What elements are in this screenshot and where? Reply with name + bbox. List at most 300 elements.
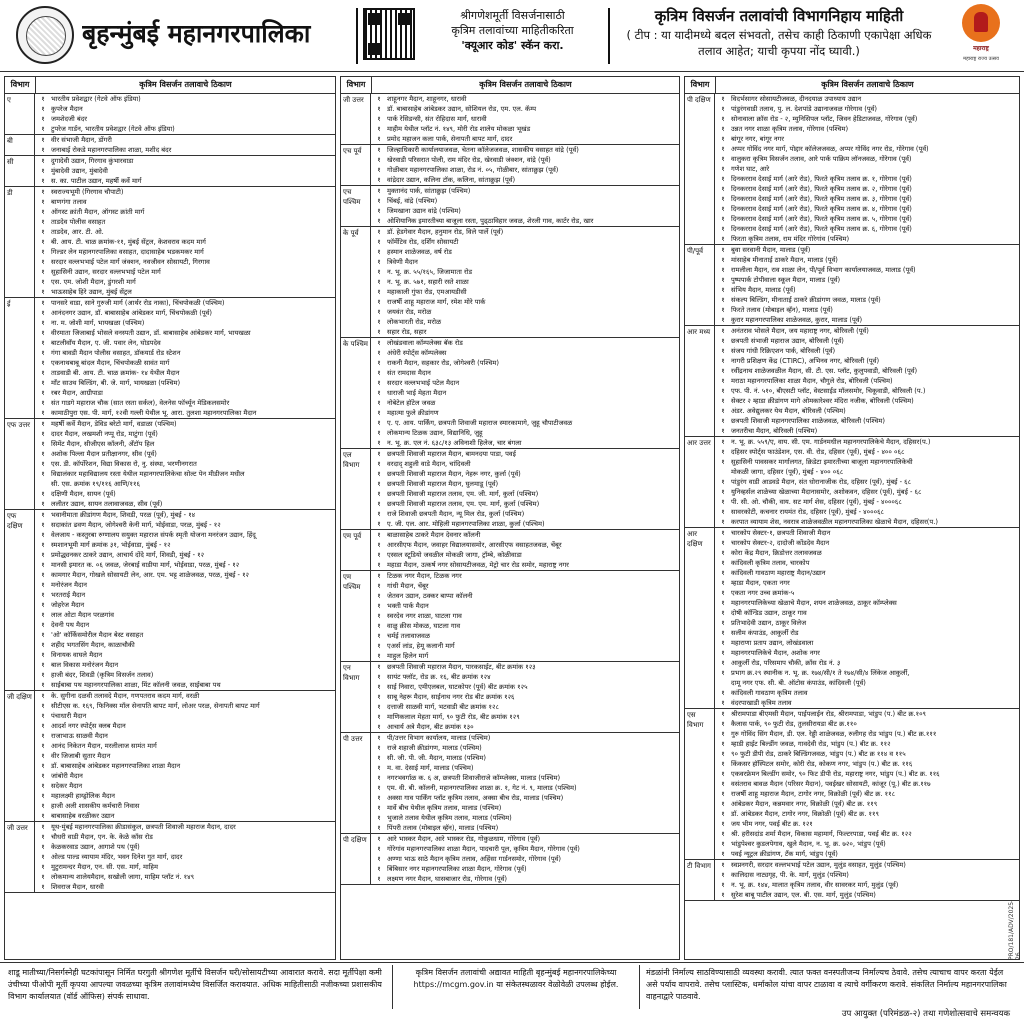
- table-row: [35, 227, 335, 237]
- row-location: ९० फुटी डीपी रोड, ठाकरे बिल्डिंगजवळ, भांडुप (प.) बीट क्र ११४ व ११५: [731, 750, 906, 758]
- table-row: [371, 216, 679, 226]
- table-row: [371, 560, 679, 570]
- row-count: १: [41, 883, 45, 891]
- row-count: १: [41, 541, 45, 549]
- row-count: १: [377, 541, 381, 549]
- ward-header: विभाग: [5, 77, 36, 93]
- row-location: पार्क रेसिडन्सी, संत रोहिदास मार्ग, धारावी: [387, 115, 487, 123]
- row-location: दिनकरराव देसाई मार्ग (आरे रोड), फिरते कृत्रिम तलाव क्र. ५, गोरेगाव (पूर्व): [731, 215, 912, 223]
- row-location: भरतराई मैदान: [51, 591, 86, 599]
- row-count: १: [41, 238, 45, 246]
- row-location: केळकरवाड उद्यान, आगाशे पथ (पूर्व): [51, 843, 140, 851]
- row-count: १: [721, 225, 725, 233]
- table-row: [35, 751, 335, 761]
- row-count: १: [377, 399, 381, 407]
- row-location: सदाकांत ढवण मैदान, जोगेश्वरी केनी मार्ग, भोईवाडा, परळ, मुंबई - १२: [51, 521, 221, 529]
- row-count: १: [41, 853, 45, 861]
- row-location: जिमखाना उद्यान वांद्रे (पश्चिम): [387, 207, 461, 215]
- table-row: [35, 761, 335, 771]
- qr-line-1: श्रीगणेशमूर्ती विसर्जनासाठी: [460, 9, 565, 22]
- table-row: [715, 245, 1019, 255]
- table-row: [35, 459, 335, 469]
- row-location: दादर मैदान, लखमशी नप्पू रोड, माटुंगा (पूर्व): [51, 430, 158, 438]
- row-location: प्रतिभादेवी उद्यान, ठाकूर विलेज: [731, 619, 807, 627]
- row-count: १: [41, 177, 45, 185]
- ward-name: एच पूर्व: [341, 145, 371, 185]
- row-location: ऑगस्ट क्रांती मैदान, ऑगस्ट क्रांती मार्ग: [51, 208, 145, 216]
- table-row: [371, 864, 679, 874]
- qr-code[interactable]: [363, 8, 415, 60]
- table-row: [35, 398, 335, 408]
- row-count: १: [41, 359, 45, 367]
- row-location: माणिकलाल मेहता मार्ग, ९० फुटी रोड, बीट क्रमांक १२९: [387, 713, 520, 721]
- row-location: गिल्डर लेन महानगरपालिका वसाहत, दादासाहेब भडकमकर मार्ग: [51, 248, 204, 256]
- row-count: १: [41, 833, 45, 841]
- row-location: ना. म. जोशी मार्ग, भायखळा (पश्चिम): [51, 319, 145, 327]
- row-count: १: [41, 631, 45, 639]
- row-count: १: [721, 689, 725, 697]
- ward-name: के पश्चिम: [341, 338, 371, 448]
- footer-note-center: [392, 965, 640, 1009]
- row-location: सीटीएस क. १६९, फिनिक्स मॉल सेनापति बापट मार्ग, लोअर परळ, सेनापती बापट मार्ग: [51, 702, 260, 710]
- row-count: १: [721, 810, 725, 818]
- table-row: [371, 813, 679, 823]
- ward-name: सी: [5, 156, 35, 186]
- table-row: [715, 890, 1019, 900]
- row-count: १: [41, 369, 45, 377]
- table-row: [371, 186, 679, 196]
- table-row: [35, 580, 335, 590]
- row-location: कालिदास नाट्यगृह, पी. के. मार्ग, मुलुंड (पश्चिम): [731, 871, 849, 879]
- table-row: [715, 628, 1019, 638]
- row-location: चिंबई, वांद्रे (पश्चिम): [387, 197, 438, 205]
- table-row: [715, 94, 1019, 104]
- ward-rows: [715, 437, 1019, 527]
- table-row: [35, 570, 335, 580]
- ward-block: [685, 437, 1019, 528]
- row-count: १: [41, 651, 45, 659]
- ward-rows: [715, 860, 1019, 900]
- table-row: [715, 336, 1019, 346]
- table-row: [715, 326, 1019, 336]
- table-row: [371, 854, 679, 864]
- table-row: [35, 114, 335, 124]
- row-location: एस. डी. कॉर्पोरेशन, विद्या विकास रो, नु. संस्था, भरणीनगरात: [51, 460, 197, 468]
- ward-rows: [371, 186, 679, 226]
- row-location: जिल्हाधिकारी कार्यालयाजवळ, चेतना कॉलेजजवळ, शासकीय वसाहत वांद्रे (पूर्व): [387, 146, 579, 154]
- row-location: खेरवाडी परिसरात पोली, राम मंदिर रोड, खेरवाडी जंक्शन, वांद्रे (पूर्व): [387, 156, 551, 164]
- row-count: १: [41, 490, 45, 498]
- row-location: जयवंत रोड, मरोळ: [387, 308, 432, 316]
- row-location: पांडुरंग वाडी आडवडे मैदान, संत धोरानाजीक रोड, दहिसर (पूर्व), मुंबई - ६८: [731, 478, 912, 486]
- row-location: साबू नेहरू मैदान, साईनाथ नगर रोड बीट क्रमांक १२६: [387, 693, 515, 701]
- table-row: [35, 711, 335, 721]
- row-count: १: [41, 329, 45, 337]
- row-count: १: [377, 176, 381, 184]
- row-count: १: [41, 863, 45, 871]
- ward-rows: [35, 187, 335, 297]
- row-location: विद्यालंकार महाविद्यालय रस्ता येथील महानगरपालिकेचा सोल्ट पेन मीडीजन मधील: [51, 470, 245, 478]
- row-location: जनतरीचा मैदान, बोरिवली (पश्चिम): [731, 427, 818, 435]
- row-count: १: [377, 409, 381, 417]
- signature-line: उप आयुक्त (परिमंडळ-२) तथा गणेशोत्सवाचे समन्वयक: [841, 1009, 1010, 1019]
- row-count: १: [377, 379, 381, 387]
- ward-rows: [35, 135, 335, 155]
- row-location: लोकभारती रोड, मरोळ: [387, 318, 442, 326]
- website-link[interactable]: https://mcgm.gov.in या संकेतस्थळावर वेळोवेळी उपलब्ध होईल.: [413, 980, 619, 989]
- row-count: १: [41, 349, 45, 357]
- table-row: [371, 692, 679, 702]
- table-row: [371, 550, 679, 560]
- row-location: दिनकरराव देसाई मार्ग (आरे रोड), फिरते कृत्रिम तलाव क्र. १, गोरेगाव (पूर्व): [731, 175, 912, 183]
- row-count: १: [41, 621, 45, 629]
- row-location: राजे शहाजी क्रीडांगण, मालाड (पश्चिम): [387, 744, 482, 752]
- table-row: [715, 164, 1019, 174]
- row-count: १: [377, 865, 381, 873]
- row-location: महात्मा फुले क्रीडांगण: [387, 409, 439, 417]
- row-location: दिनकरराव देसाई मार्ग (आरे रोड), फिरते कृत्रिम तलाव क्र. २, गोरेगाव (पूर्व): [731, 185, 912, 193]
- row-count: १: [721, 246, 725, 254]
- table-row: [35, 610, 335, 620]
- row-count: १: [721, 105, 725, 113]
- table-row: [371, 773, 679, 783]
- row-count: १: [377, 764, 381, 772]
- ward-block: [341, 662, 679, 733]
- row-location: जेतवन उद्यान, ठक्कर बाप्पा कॉलनी: [387, 592, 473, 600]
- table-row: [715, 366, 1019, 376]
- row-location: एकवरफ्रेमन बिल्डींग समोर, ९० फिट डीपी रोड, महाराष्ट्र नगर, भांडुप (प.) बीट क्र. ११६: [731, 770, 940, 778]
- row-location: वसंतराव बावळ मैदान (परिसर मैदान), पवईखर सोसायटी, कांजूर (पू.) बीट क्र.११७: [731, 780, 931, 788]
- row-location: एस. एम. जोशी मैदान, डुंगरशी मार्ग: [51, 278, 136, 286]
- table-row: [371, 571, 679, 581]
- ward-name: एफ उत्तर: [5, 419, 35, 509]
- row-location: माहुल हिलेन मार्ग: [387, 652, 429, 660]
- table-row: [715, 457, 1019, 467]
- row-location: पंचाधारी मैदान: [51, 712, 87, 720]
- row-count: १: [41, 531, 45, 539]
- row-location: कांदिवली गावठाण महाराष्ट्र मैदान/उद्यान: [731, 569, 826, 577]
- row-location: आनंद निकेतन मैदान, मरलीलाज सामंत मार्ग: [51, 742, 157, 750]
- table-row: [35, 650, 335, 660]
- row-location: लक्ष्मण नगर मैदान, घासबाजार रोड, गोरेगाव (पूर्व): [387, 875, 507, 883]
- row-count: १: [721, 740, 725, 748]
- table-row: [35, 560, 335, 570]
- ward-rows: [35, 298, 335, 418]
- table-row: [715, 769, 1019, 779]
- row-location: आरसीएफ मैदान, जवाहर विद्यालयासमोर, आरसीएफ वसाहतजवळ, चेंबूर: [387, 541, 562, 549]
- row-count: १: [721, 508, 725, 516]
- row-location: एफ. पी. नं. ५१०, बीएसटी प्लॉट, वेस्टसाईड मॉलसमोर, चिकूवाडी, बोरिवली (प.): [731, 387, 926, 395]
- table-row: [715, 426, 1019, 436]
- row-count: १: [41, 772, 45, 780]
- place-header: कृत्रिम विसर्जन तलावाचे ठिकाण: [479, 80, 572, 89]
- table-row: [35, 408, 335, 418]
- table-row: [35, 287, 335, 297]
- row-count: १: [41, 792, 45, 800]
- ward-name: आर मध्य: [685, 326, 715, 436]
- table-row: [35, 176, 335, 186]
- row-location: मांसाहेब मीनाताई ठाकरे मैदान, मालाड (पूर्व): [731, 256, 838, 264]
- ward-block: [341, 449, 679, 530]
- table-row: [35, 872, 335, 882]
- row-location: रामलीला मैदान, राव शाळा लेन, पी/पूर्व विभाग कार्यालयाजवळ, मालाड (पूर्व): [731, 266, 916, 274]
- row-count: १: [377, 835, 381, 843]
- table-row: [35, 469, 335, 479]
- table-row: [371, 358, 679, 368]
- row-location: ताडवाडी बी. आय. टी. चाळ क्रमांक- १४ येथील मैदान: [51, 369, 180, 377]
- row-count: १: [41, 450, 45, 458]
- row-count: १: [41, 115, 45, 123]
- table-row: [35, 670, 335, 680]
- row-count: १: [377, 115, 381, 123]
- row-location: फिरता कृत्रिम तलाव, राम मंदिर गोरेगांव (पश्चिम): [731, 235, 850, 243]
- table-row: [371, 874, 679, 884]
- row-location: सायंट फ्लॉट, रोड क्र. १६, बीट क्रमांक १२४: [387, 673, 491, 681]
- festival-emblem: [952, 4, 1010, 68]
- table-row: [371, 844, 679, 854]
- advertisement-code: PRO/181/ADV/2025-26: [1008, 899, 1022, 960]
- row-count: १: [721, 629, 725, 637]
- listing-column: [684, 76, 1020, 960]
- row-count: १: [41, 500, 45, 508]
- table-row: [35, 550, 335, 560]
- table-row: [715, 588, 1019, 598]
- row-count: १: [41, 460, 45, 468]
- row-location: स्वरदेव नगर शाळा, घाटला गाव: [387, 612, 462, 620]
- row-count: १: [41, 641, 45, 649]
- bmc-logo: [16, 6, 74, 64]
- row-count: १: [41, 581, 45, 589]
- row-location: धाराजी भाई मेहता मैदान: [387, 389, 447, 397]
- listing-column: [4, 76, 336, 960]
- row-location: नागरी प्रशिक्षण केंद्र (CTIRC), अभिनव नगर, बोरिवली (पूर्व): [731, 357, 880, 365]
- ward-block: [341, 145, 679, 186]
- table-row: [371, 237, 679, 247]
- table-row: [371, 712, 679, 722]
- row-location: छत्रपती शिवाजी महाराज मैदान, पारकसाईट, बीट क्रमांक १२३: [387, 663, 536, 671]
- row-location: जमशेदजी बंदर: [51, 115, 87, 123]
- row-count: १: [377, 146, 381, 154]
- table-row: [371, 257, 679, 267]
- row-location: न. भू. क्र. ५७१, सहारी रस्ते शाळा: [387, 278, 469, 286]
- row-count: १: [41, 198, 45, 206]
- row-count: १: [377, 592, 381, 600]
- ward-name: जी उत्तर: [341, 94, 371, 144]
- row-count: १: [377, 238, 381, 246]
- row-location: हाजी बंदर, शिवडी (कृत्रिम विसर्जन तलाव): [51, 671, 154, 679]
- row-location: म्हाडी हाईट बिल्डींग जवळ, गावदेवी रोड, भांडुप (प.) बीट क्र. ११२: [731, 740, 891, 748]
- row-location: बांगूर नगर, बांगूर नगर: [731, 135, 785, 143]
- row-location: डॉ. आंबेडकर मैदान, टागोर नगर, विक्रोळी (पूर्व) बीट क्र. ११९: [731, 810, 879, 818]
- row-count: १: [377, 125, 381, 133]
- row-count: १: [721, 820, 725, 828]
- table-row: [715, 829, 1019, 839]
- row-count: १: [721, 175, 725, 183]
- table-row: [35, 358, 335, 368]
- row-location: एकता नगर उच्च क्रमांक-५: [731, 589, 795, 597]
- row-count: १: [41, 299, 45, 307]
- table-row: [371, 803, 679, 813]
- row-count: १: [721, 377, 725, 385]
- row-count: १: [377, 248, 381, 256]
- row-count: १: [41, 712, 45, 720]
- row-count: १: [377, 156, 381, 164]
- table-row: [715, 648, 1019, 658]
- row-count: १: [377, 318, 381, 326]
- row-location: कुपरेज मैदान: [51, 105, 83, 113]
- row-count: १: [377, 551, 381, 559]
- row-count: १: [377, 663, 381, 671]
- row-location: लाल ओटा मैदान परळगांव: [51, 611, 114, 619]
- table-row: [715, 819, 1019, 829]
- row-location: नगरभवर्गाळ क. ६ अ, छत्रपती शिवाजीराजे कॉम्प्लेक्स, मालाड (पश्चिम): [387, 774, 561, 782]
- table-row: [371, 530, 679, 540]
- row-location: आनंदनगर उद्यान, डॉ. बाबासाहेब आंबेडकर मार्ग, चिंचपोकळी (पूर्व): [51, 309, 212, 317]
- row-count: १: [721, 850, 725, 858]
- row-location: सलीम कंपाउंड, आकुर्ली रोड: [731, 629, 799, 637]
- row-count: १: [41, 762, 45, 770]
- row-count: १: [721, 306, 725, 314]
- table-row: [715, 285, 1019, 295]
- row-count: १: [41, 692, 45, 700]
- row-location: पिंपरी तलाव (मोबाइल व्हॅन), मालाड (पश्चिम): [387, 824, 499, 832]
- table-row: [35, 267, 335, 277]
- row-count: १: [377, 713, 381, 721]
- row-count: १: [41, 167, 45, 175]
- row-location: 'ओ' कॉर्किसमोरील मैदान बेस्ट वसाहत: [51, 631, 144, 639]
- table-row: [35, 257, 335, 267]
- row-location: सरदार वल्लभभाई पटेल मार्ग जंक्शन, नवजीवन सोसायटी, गिरगाव: [51, 258, 210, 266]
- row-count: १: [377, 814, 381, 822]
- table-row: [715, 809, 1019, 819]
- row-count: १: [377, 389, 381, 397]
- ward-rows: [371, 94, 679, 144]
- row-location: सुहासिनी उद्यान, सरदार वल्लभभाई पटेल मार्ग: [51, 268, 161, 276]
- table-row: [371, 834, 679, 844]
- row-count: १: [377, 510, 381, 518]
- row-location: बाळासाहेब ठाकरे मैदान देवनार कॉलनी: [387, 531, 481, 539]
- row-location: सदेकर मैदान: [51, 782, 83, 790]
- ward-block: [341, 834, 679, 885]
- row-location: डॉ. हेडगेवार मैदान, हनुमान रोड, विले पार्ले (पूर्व): [387, 228, 504, 236]
- table-row: [35, 328, 335, 338]
- row-location: किंकसर हॉस्पिटल समोर, कोरी रोड, कोकण नगर, भांडुप (प.) बीट क्र. ११६: [731, 760, 913, 768]
- row-location: सहार रोड, सहार: [387, 328, 427, 336]
- row-count: १: [377, 187, 381, 195]
- row-count: १: [41, 208, 45, 216]
- row-count: १: [377, 612, 381, 620]
- row-location: माहीम येथील प्लॉट नं. १४९, मोरी रोड शालेय मोकळा भूखंड: [387, 125, 531, 133]
- row-count: १: [721, 135, 725, 143]
- table-row: [715, 709, 1019, 719]
- ward-block: [5, 691, 335, 822]
- table-row: [371, 519, 679, 529]
- row-location: म. वा. देसाई मार्ग, मालाड (पश्चिम): [387, 764, 474, 772]
- row-location: छत्रपती शिवाजी महाराज तलाव, एम. एम. मार्ग, कुर्ला (पश्चिम): [387, 500, 540, 508]
- row-location: आरे भास्कर मैदान, आरे भास्कर रोड, गोकुळधाम, गोरेगाव (पूर्व): [387, 835, 541, 843]
- ward-block: [685, 94, 1019, 245]
- ward-name: जी दक्षिण: [5, 691, 35, 821]
- row-count: १: [721, 155, 725, 163]
- row-count: १: [377, 298, 381, 306]
- table-row: [371, 94, 679, 104]
- row-count: १: [721, 730, 725, 738]
- row-location: दिनकरराव देसाई मार्ग (आरे रोड), फिरते कृत्रिम तलाव क्र. ६, गोरेगाव (पूर्व): [731, 225, 912, 233]
- row-location: छत्रपती संभाजी महाराज उद्यान, बोरिवली (पूर्व): [731, 337, 844, 345]
- ward-block: [341, 571, 679, 662]
- table-row: [35, 630, 335, 640]
- row-location: साई निवारा, एमीएलबल, घाटकोपर (पूर्व) बीट क्रमांक १२५: [387, 683, 528, 691]
- row-count: १: [721, 891, 725, 899]
- row-count: १: [721, 235, 725, 243]
- row-count: १: [721, 387, 725, 395]
- table-row: [35, 882, 335, 892]
- row-location: श्री. हरीसदांड शर्मा मैदान, विकास महामार्ग, फिल्टरपाडा, पवई बीट क्र. १२२: [731, 830, 912, 838]
- row-count: १: [721, 830, 725, 838]
- row-location: दोषी कॉन्डिड उद्यान, ठाकूर गाव: [731, 609, 807, 617]
- row-location: वीर संभाजी मैदान, डोंगरी: [51, 136, 112, 144]
- table-row: [715, 849, 1019, 859]
- table-row: [35, 124, 335, 134]
- row-count: १: [377, 460, 381, 468]
- row-location: पवई न्यूट्रल क्रीडांगण, टँक मार्ग, भांडुप (पूर्व): [731, 850, 838, 858]
- row-location: लोकमान्य शालेयमैदान, सखोली जागा, माहिम प्लॉट नं. १४९: [51, 873, 195, 881]
- table-row: [715, 548, 1019, 558]
- row-count: १: [41, 157, 45, 165]
- row-count: १: [377, 217, 381, 225]
- footer-center-line-1: कृत्रिम विसर्जन तलावांची अद्यावत माहिती बृहन्मुंबई महानगरपालिकेच्या: [415, 968, 617, 977]
- row-count: १: [377, 794, 381, 802]
- row-location: भुजाले तलाव येथील कृत्रिम तलाव, मालाड (पश्चिम): [387, 814, 512, 822]
- row-count: १: [721, 286, 725, 294]
- table-row: [35, 520, 335, 530]
- table-row: [715, 144, 1019, 154]
- row-count: १: [721, 529, 725, 537]
- row-count: १: [41, 379, 45, 387]
- row-count: १: [41, 671, 45, 679]
- table-row: [371, 368, 679, 378]
- table-row: [35, 338, 335, 348]
- row-location: न. भू. क्र. १४४, मालात कृत्रिम तलाव, वीर सावरकर मार्ग, मुलुंड (पूर्व): [731, 881, 899, 889]
- row-count: १: [721, 256, 725, 264]
- ward-rows: [35, 691, 335, 821]
- row-count: १: [721, 327, 725, 335]
- ward-block: [341, 530, 679, 571]
- ward-block: [5, 187, 335, 298]
- table-row: [35, 135, 335, 145]
- table-row: [371, 641, 679, 651]
- table-row: [35, 378, 335, 388]
- row-location: दिनकरराव देसाई मार्ग (आरे रोड), फिरते कृत्रिम तलाव क्र. ३, गोरेगाव (पूर्व): [731, 195, 912, 203]
- table-row: [371, 540, 679, 550]
- row-location: कुरार महानगरपालिका शाळेजवळ, कुरार, मालाड (पूर्व): [731, 316, 863, 324]
- table-row: [715, 315, 1019, 325]
- row-count: १: [721, 427, 725, 435]
- row-location: ए. ए. आय. पार्किंग, छत्रपती शिवाजी महाराज स्मारकामागे, जुहू चौपाटीजवळ: [387, 419, 573, 427]
- row-count: १: [721, 609, 725, 617]
- row-location: दहिसर स्पोर्ट्स फाउंडेशन, एस. वी. रोड, दहिसर (पूर्व), मुंबई - ४०० ०६८: [731, 448, 905, 456]
- row-location: मुंबादेवी उद्यान, मुंबादेवी: [51, 167, 108, 175]
- table-row: [35, 832, 335, 842]
- table-row: [371, 317, 679, 327]
- row-count: १: [721, 569, 725, 577]
- table-row: [35, 145, 335, 155]
- row-count: १: [41, 146, 45, 154]
- row-count: १: [377, 602, 381, 610]
- table-row: [371, 408, 679, 418]
- ward-block: [5, 156, 335, 187]
- row-count: १: [721, 579, 725, 587]
